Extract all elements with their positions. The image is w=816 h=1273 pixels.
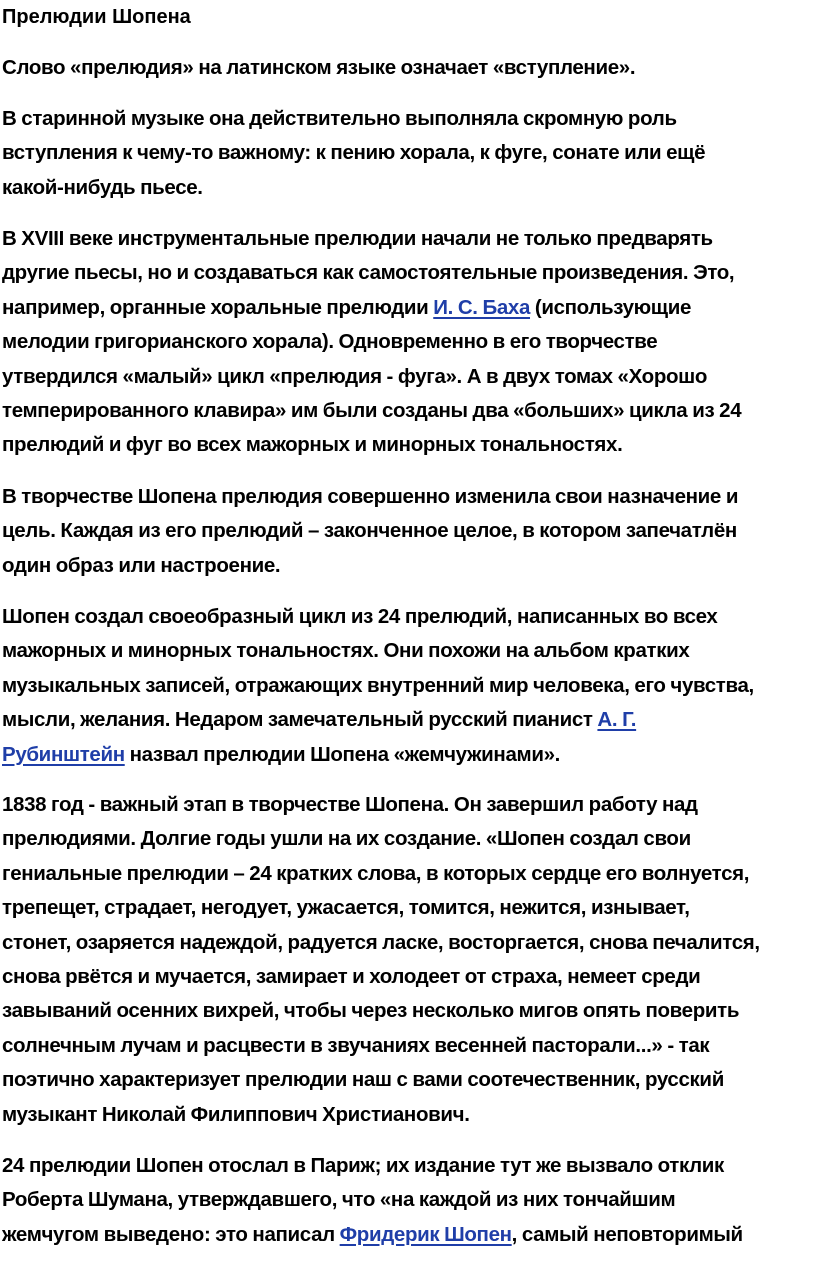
- text-line: другие пьесы, но и создаваться как самостоятельные произведения. Это,: [2, 261, 735, 285]
- text-line: какой-нибудь пьесе.: [2, 175, 203, 199]
- text-line: цель. Каждая из его прелюдий – законченное целое, в котором запечатлён: [2, 519, 737, 543]
- text-line: [2, 1218, 814, 1252]
- paragraph-old-music: [2, 102, 814, 205]
- link-rubinstein-surname[interactable]: Рубинштейн: [2, 742, 125, 766]
- paragraph-1838: [2, 788, 814, 1132]
- text-line: [2, 291, 814, 325]
- text-line: Роберта Шумана, утверждавшего, что «на каждой из них тончайшим: [2, 1188, 676, 1212]
- text-line: В творчестве Шопена прелюдия совершенно изменила свои назначение и: [2, 485, 739, 508]
- text-line: 1838 год - важный этап в творчестве Шопена. Он завершил работу над: [2, 793, 698, 816]
- paragraph-18th-century: [2, 222, 814, 463]
- text-line: снова рвётся и мучается, замирает и холодеет от страха, немеет среди: [2, 965, 701, 989]
- text-line: мажорных и минорных тональностях. Они похожи на альбом кратких: [2, 639, 690, 663]
- text-segment: мысли, желания. Недаром замечательный русский пианист: [2, 708, 598, 732]
- text-line: стонет, озаряется надеждой, радуется ласке, восторгается, снова печалится,: [2, 930, 760, 954]
- text-line: темперированного клавира» им были созданы два «больших» цикла из 24: [2, 399, 742, 423]
- text-line: прелюдий и фуг во всех мажорных и минорных тональностях.: [2, 433, 623, 457]
- text-line: утвердился «малый» цикл «прелюдия - фуга». А в двух томах «Хорошо: [2, 364, 708, 388]
- text-line: один образ или настроение.: [2, 553, 281, 577]
- paragraph-paris: [2, 1149, 814, 1252]
- text-line: [2, 703, 814, 737]
- text-line: музыкальных записей, отражающих внутренний мир человека, его чувства,: [2, 673, 754, 697]
- text-line: солнечным лучам и расцвести в звучаниях весенней пасторали...» - так: [2, 1033, 710, 1057]
- text-line: В XVIII веке инструментальные прелюдии начали не только предварять: [2, 227, 713, 250]
- paragraph-cycle: [2, 600, 814, 772]
- text-line: [2, 738, 814, 772]
- text-line: поэтично характеризует прелюдии наш с вами соотечественник, русский: [2, 1068, 724, 1092]
- text-line: прелюдиями. Долгие годы ушли на их создание. «Шопен создал свои: [2, 827, 691, 851]
- text-segment: жемчугом выведено: это написал: [2, 1222, 340, 1246]
- link-bach[interactable]: И. С. Баха: [433, 295, 531, 319]
- text-segment: , самый неповторимый: [511, 1222, 743, 1246]
- text-line: В старинной музыке она действительно выполняла скромную роль: [2, 107, 677, 130]
- text-line: трепещет, страдает, негодует, ужасается, томится, нежится, изнывает,: [2, 896, 690, 920]
- text-line: Слово «прелюдия» на латинском языке означает «вступление».: [2, 56, 636, 79]
- text-line: завываний осенних вихрей, чтобы через несколько мигов опять поверить: [2, 999, 740, 1023]
- paragraph-chopin-prelude: [2, 480, 814, 583]
- text-segment: например, органные хоральные прелюдии: [2, 295, 434, 319]
- text-line: 24 прелюдии Шопен отослал в Париж; их издание тут же вызвало отклик: [2, 1154, 724, 1177]
- paragraph-definition: [2, 51, 814, 85]
- text-line: музыкант Николай Филиппович Христианович.: [2, 1102, 470, 1126]
- text-line: мелодии григорианского хорала). Одновременно в его творчестве: [2, 330, 658, 354]
- link-rubinstein-initials[interactable]: А. Г.: [597, 708, 637, 732]
- text-line: вступления к чему-то важному: к пению хорала, к фуге, сонате или ещё: [2, 141, 706, 165]
- text-line: Шопен создал своеобразный цикл из 24 прелюдий, написанных во всех: [2, 605, 718, 628]
- link-chopin[interactable]: Фридерик Шопен: [339, 1222, 512, 1246]
- document-title: Прелюдии Шопена: [2, 6, 191, 28]
- text-segment: назвал прелюдии Шопена «жемчужинами».: [124, 742, 560, 766]
- text-line: гениальные прелюдии – 24 кратких слова, в которых сердце его волнуется,: [2, 861, 750, 885]
- text-segment: (использующие: [530, 295, 692, 319]
